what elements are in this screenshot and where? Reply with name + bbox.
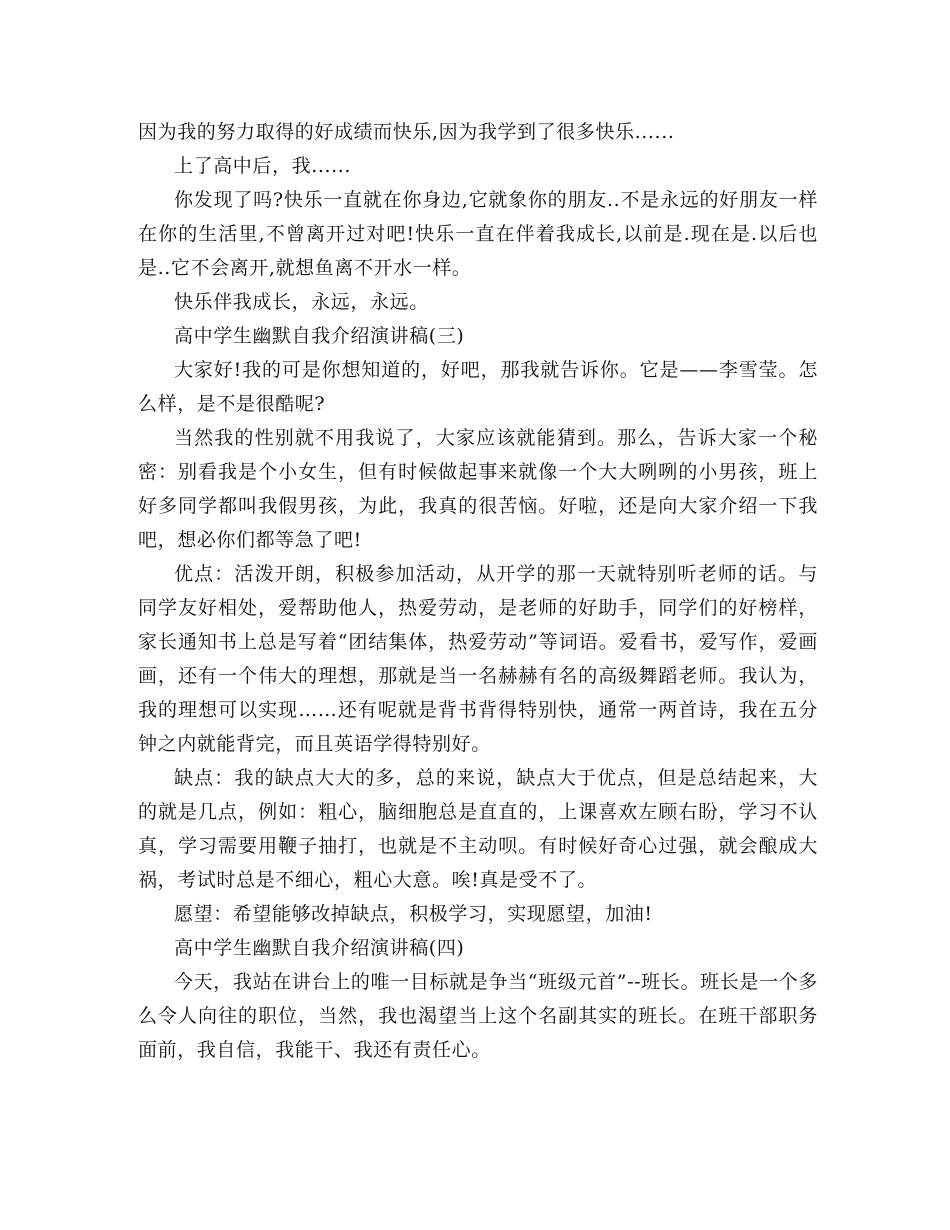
document-body bbox=[138, 115, 818, 1067]
paragraph-4: 快乐伴我成长，永远，永远。 bbox=[174, 291, 429, 313]
paragraph-3: 你发现了吗?快乐一直就在你身边,它就象你的朋友..不是永远的好朋友一样在你的生活里,不曾离开过对吧!快乐一直在伴着我成长,以前是.现在是.以后也是..它不会离开,就想鱼离不开水一样。 bbox=[138, 189, 818, 279]
paragraph-1: 因为我的努力取得的好成绩而快乐,因为我学到了很多快乐...... bbox=[138, 121, 675, 143]
paragraph-weaknesses: 缺点：我的缺点大大的多，总的来说，缺点大于优点，但是总结起来，大的就是几点，例如：粗心，脑细胞总是直直的，上课喜欢左顾右盼，学习不认真，学习需要用鞭子抽打，也就是不主动呗。有时候好奇心过强，就会酿成大祸，考试时总是不细心，粗心大意。唉!真是受不了。 bbox=[138, 767, 818, 891]
paragraph-wish: 愿望：希望能够改掉缺点，积极学习，实现愿望，加油! bbox=[174, 903, 653, 925]
section-heading-3: 高中学生幽默自我介绍演讲稿(三) bbox=[174, 325, 465, 347]
paragraph-6: 大家好!我的可是你想知道的，好吧，那我就告诉你。它是——李雪莹。怎么样，是不是很酷呢? bbox=[138, 359, 818, 415]
paragraph-12: 今天，我站在讲台上的唯一目标就是争当“班级元首”--班长。班长是一个多么令人向往的职位，当然，我也渴望当上这个名副其实的班长。在班干部职务面前，我自信，我能干、我还有责任心。 bbox=[138, 971, 818, 1061]
paragraph-7: 当然我的性别就不用我说了，大家应该就能猜到。那么，告诉大家一个秘密：别看我是个小女生，但有时候做起事来就像一个大大咧咧的小男孩，班上好多同学都叫我假男孩，为此，我真的很苦恼。好啦，还是向大家介绍一下我吧，想必你们都等急了吧! bbox=[138, 427, 818, 551]
paragraph-2: 上了高中后，我...... bbox=[174, 155, 352, 177]
paragraph-strengths: 优点：活泼开朗，积极参加活动，从开学的那一天就特别听老师的话。与同学友好相处，爱帮助他人，热爱劳动，是老师的好助手，同学们的好榜样，家长通知书上总是写着“团结集体，热爱劳动”等词语。爱看书，爱写作，爱画画，还有一个伟大的理想，那就是当一名赫赫有名的高级舞蹈老师。我认为，我的理想可以实现……还有呢就是背书背得特别快，通常一两首诗，我在五分钟之内就能背完，而且英语学得特别好。 bbox=[138, 563, 818, 755]
section-heading-4: 高中学生幽默自我介绍演讲稿(四) bbox=[174, 937, 465, 959]
